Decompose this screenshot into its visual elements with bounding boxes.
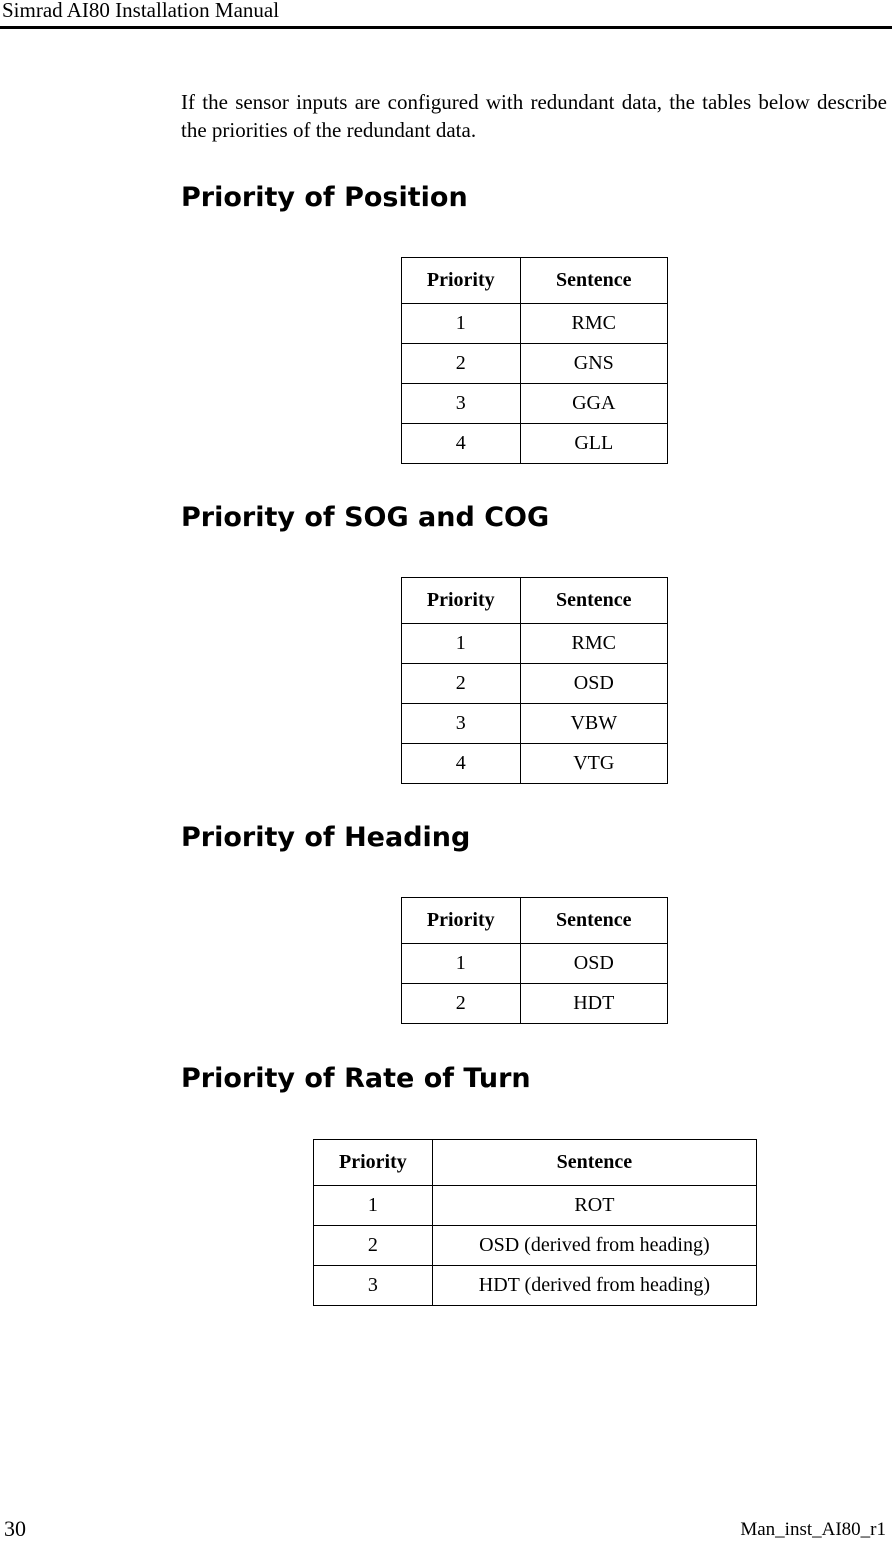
priority-cell: 2: [314, 1226, 433, 1266]
heading-heading: Priority of Heading: [181, 822, 471, 853]
priority-cell: 2: [402, 664, 521, 704]
col-sentence: Sentence: [520, 898, 667, 944]
manual-title: Simrad AI80 Installation Manual: [2, 0, 280, 22]
table-row: [402, 704, 668, 744]
table-row: [402, 984, 668, 1024]
priority-cell: 1: [402, 944, 521, 984]
running-header: [0, 0, 892, 29]
table-rate-of-turn: [313, 1139, 757, 1306]
col-priority: Priority: [402, 898, 521, 944]
priority-cell: 1: [314, 1186, 433, 1226]
heading-position: Priority of Position: [181, 182, 468, 213]
priority-cell: 1: [402, 624, 521, 664]
sentence-cell: OSD: [520, 944, 667, 984]
table-header-row: [314, 1140, 757, 1186]
col-priority: Priority: [402, 258, 521, 304]
table-row: [402, 384, 668, 424]
table-row: [402, 304, 668, 344]
table-heading: [401, 897, 668, 1024]
intro-paragraph: If the sensor inputs are configured with redundant data, the tables below describe the priorities of the redundant data.: [181, 90, 887, 142]
priority-cell: 4: [402, 744, 521, 784]
col-sentence: Sentence: [520, 258, 667, 304]
sentence-cell: OSD (derived from heading): [432, 1226, 756, 1266]
table-row: [402, 744, 668, 784]
page-number: 30: [4, 1516, 26, 1541]
table-row: [402, 344, 668, 384]
table-row: [402, 944, 668, 984]
col-sentence: Sentence: [520, 578, 667, 624]
col-priority: Priority: [402, 578, 521, 624]
table-header-row: [402, 578, 668, 624]
table-row: [402, 664, 668, 704]
heading-sog-cog: Priority of SOG and COG: [181, 502, 550, 533]
col-priority: Priority: [314, 1140, 433, 1186]
heading-rate-of-turn: Priority of Rate of Turn: [181, 1063, 531, 1094]
sentence-cell: HDT (derived from heading): [432, 1266, 756, 1306]
priority-cell: 3: [402, 704, 521, 744]
priority-cell: 1: [402, 304, 521, 344]
sentence-cell: HDT: [520, 984, 667, 1024]
sentence-cell: OSD: [520, 664, 667, 704]
table-row: [314, 1226, 757, 1266]
priority-cell: 2: [402, 984, 521, 1024]
table-row: [314, 1186, 757, 1226]
table-sog-cog: [401, 577, 668, 784]
sentence-cell: ROT: [432, 1186, 756, 1226]
priority-cell: 3: [314, 1266, 433, 1306]
col-sentence: Sentence: [432, 1140, 756, 1186]
table-header-row: [402, 898, 668, 944]
table-row: [402, 424, 668, 464]
table-position: [401, 257, 668, 464]
sentence-cell: RMC: [520, 304, 667, 344]
table-row: [402, 624, 668, 664]
table-header-row: [402, 258, 668, 304]
sentence-cell: GNS: [520, 344, 667, 384]
table-row: [314, 1266, 757, 1306]
sentence-cell: VTG: [520, 744, 667, 784]
document-id: Man_inst_AI80_r1: [740, 1519, 886, 1540]
sentence-cell: GLL: [520, 424, 667, 464]
sentence-cell: GGA: [520, 384, 667, 424]
priority-cell: 4: [402, 424, 521, 464]
sentence-cell: VBW: [520, 704, 667, 744]
priority-cell: 2: [402, 344, 521, 384]
sentence-cell: RMC: [520, 624, 667, 664]
priority-cell: 3: [402, 384, 521, 424]
